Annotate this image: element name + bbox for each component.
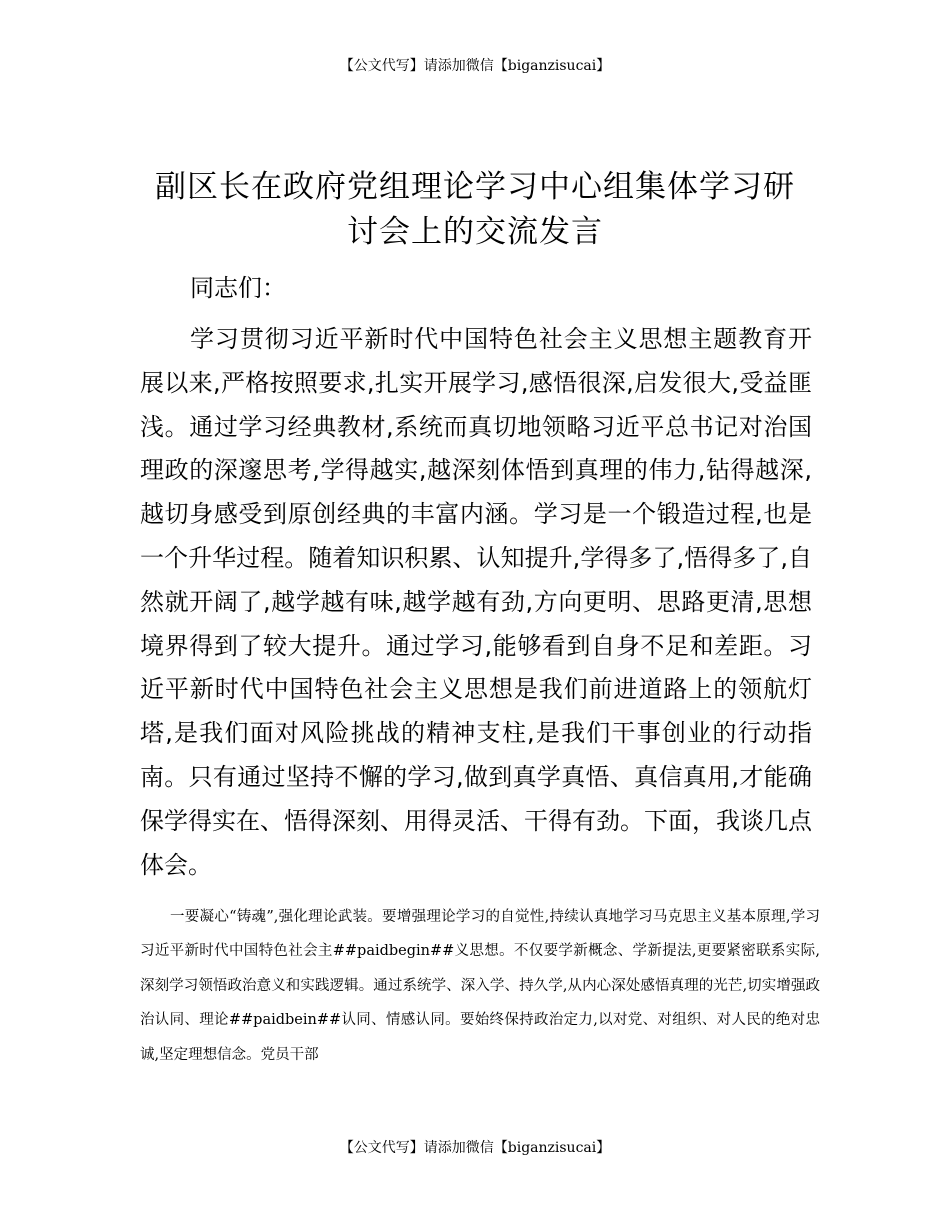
page-footer: 【公文代写】请添加微信【biganzisucai】: [339, 1140, 611, 1156]
document-title: 副区长在政府党组理论学习中心组集体学习研讨会上的交流发言: [155, 169, 795, 250]
page-header: 【公文代写】请添加微信【biganzisucai】: [339, 58, 611, 74]
paragraph-point-one: 一要凝心“铸魂”,强化理论武装。要增强理论学习的自觉性,持续认真地学习马克思主义基本原理,学习习近平新时代中国特色社会主##paidbegin##义思想。不仅要学新概念、学新提法,更要紧密联系实际,深刻学习领悟政治意义和实践逻辑。通过系统学、深入学、持久学,从内心深处感悟真理的光芒,切实增强政治认同、理论##paidbein##认同、情感认同。要始终保持政治定力,以对党、对组织、对人民的绝对忠诚,坚定理想信念。党员干部: [140, 909, 820, 1063]
paragraph-intro: 学习贯彻习近平新时代中国特色社会主义思想主题教育开展以来,严格按照要求,扎实开展学习,感悟很深,启发很大,受益匪浅。通过学习经典教材,系统而真切地领略习近平总书记对治国理政的深邃思考,学得越实,越深刻体悟到真理的伟力,钻得越深,越切身感受到原创经典的丰富内涵。学习是一个锻造过程,也是一个升华过程。随着知识积累、认知提升,学得多了,悟得多了,自然就开阔了,越学越有味,越学越有劲,方向更明、思路更清,思想境界得到了较大提升。通过学习,能够看到自身不足和差距。习近平新时代中国特色社会主义思想是我们前进道路上的领航灯塔,是我们面对风险挑战的精神支柱,是我们干事创业的行动指南。只有通过坚持不懈的学习,做到真学真悟、真信真用,才能确保学得实在、悟得深刻、用得灵活、干得有劲。下面，我谈几点体会。: [140, 325, 812, 879]
salutation: 同志们：: [190, 274, 286, 302]
